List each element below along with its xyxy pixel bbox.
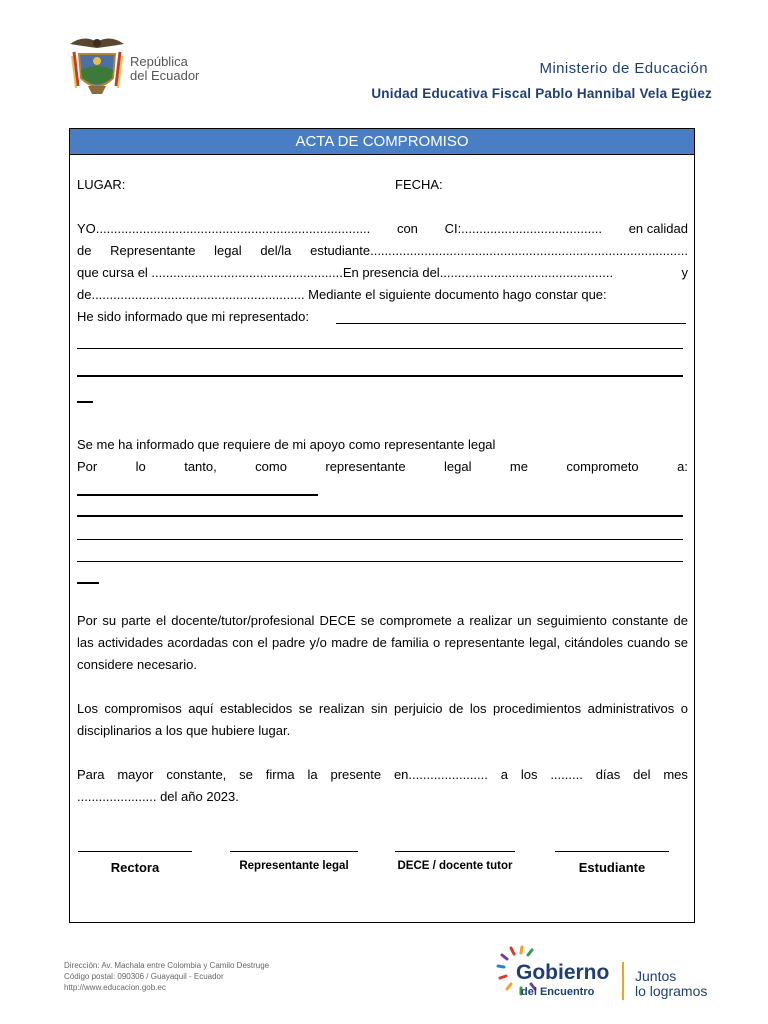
logo-name-1: Gobierno — [516, 961, 610, 984]
signature-representante: Representante legal — [230, 851, 358, 872]
logo-slogan-2: lo logramos — [635, 983, 708, 999]
blank-line — [336, 323, 686, 324]
documento-line: de........................................................... Mediante el siguiente documento hago constar que: — [77, 287, 607, 302]
firma-line: Para mayor constante, se firma la presente en...................... a los ......... días del mes — [77, 767, 688, 782]
dece-paragraph: Por su parte el docente/tutor/profesional DECE se compromete a realizar un seguimiento constante de las actividades acordadas con el padre y/o madre de familia o representante legal, citándoles cuando se considere necesario. — [77, 613, 688, 672]
blank-line — [77, 515, 683, 517]
apoyo-text: Se me ha informado que requiere de mi apoyo como representante legal — [77, 437, 496, 452]
blank-line — [77, 494, 318, 496]
yo-line: YO............................................................................ con CI:....................................... en calidad — [77, 221, 688, 236]
gobierno-del-encuentro-logo — [494, 944, 724, 1004]
perjuicio-paragraph: Los compromisos aquí establecidos se realizan sin perjuicio de los procedimientos administrativos o disciplinarios a los que hubiere lugar. — [77, 701, 688, 738]
signature-dece: DECE / docente tutor — [395, 851, 515, 872]
signature-estudiante: Estudiante — [555, 851, 669, 875]
school-name: Unidad Educativa Fiscal Pablo Hannibal Vela Egüez — [371, 86, 712, 101]
blank-line — [77, 582, 99, 584]
acta-form — [69, 128, 695, 923]
blank-line — [77, 561, 683, 562]
cursa-line: que cursa el .....................................................En presencia del................................................ y — [77, 265, 688, 280]
footer-url[interactable]: http://www.educacion.gob.ec — [64, 983, 166, 992]
footer-postal: Código postal: 090306 / Guayaquil - Ecuador — [64, 972, 224, 981]
blank-line — [77, 348, 683, 349]
seal-caption: República del Ecuador — [130, 54, 200, 83]
blank-line — [77, 375, 683, 377]
blank-line — [77, 401, 93, 403]
blank-line — [77, 539, 683, 540]
footer-contact — [64, 960, 269, 993]
signature-rectora: Rectora — [78, 851, 192, 875]
logo-slogan-1: Juntos — [635, 968, 677, 984]
coat-of-arms-icon — [66, 32, 128, 98]
compromiso-line: Por lo tanto, como representante legal me comprometo a: — [77, 459, 688, 474]
fecha-label: FECHA: — [395, 177, 443, 192]
form-title: ACTA DE COMPROMISO — [70, 129, 694, 155]
logo-name-2: del Encuentro — [521, 986, 595, 998]
lugar-label: LUGAR: — [77, 177, 126, 192]
ministry-title: Ministerio de Educación — [539, 60, 708, 77]
firma-year-line: ...................... del año 2023. — [77, 789, 239, 804]
informado-label: He sido informado que mi representado: — [77, 309, 309, 324]
representante-line: de Representante legal del/la estudiante........................................................................................ — [77, 243, 688, 258]
footer-address: Dirección: Av. Machala entre Colombia y Camilo Destruge — [64, 961, 270, 970]
